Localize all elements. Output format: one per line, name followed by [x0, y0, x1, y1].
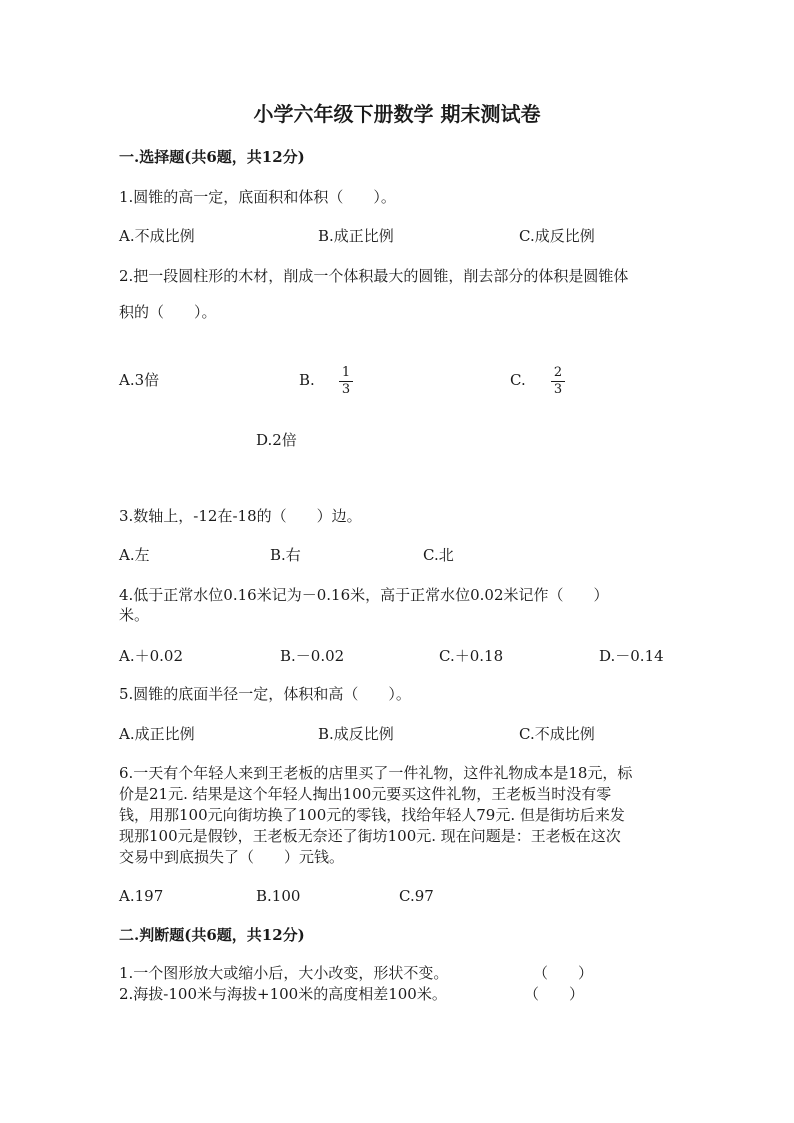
- question-5-option-b: B.成反比例: [318, 725, 394, 743]
- question-5-option-c: C.不成比例: [519, 725, 595, 743]
- question-2-fraction-b: [339, 366, 353, 397]
- question-4-text-line2: 米。: [119, 606, 150, 624]
- question-2-option-c: C.: [510, 371, 526, 389]
- question-2-option-b: B.: [299, 371, 315, 389]
- question-3-option-a: A.左: [119, 546, 150, 564]
- question-1-option-b: B.成正比例: [318, 227, 394, 245]
- question-5-option-a: A.成正比例: [119, 725, 195, 743]
- question-5-text: 5.圆锥的底面半径一定，体积和高（ ）。: [119, 685, 411, 703]
- question-6-option-b: B.100: [256, 887, 301, 905]
- question-4-text-line1: 4.低于正常水位0.16米记为－0.16米，高于正常水位0.02米记作（ ）: [119, 586, 609, 604]
- question-6-text-line2: 价是21元. 结果是这个年轻人掏出100元要买这件礼物，王老板当时没有零: [119, 785, 612, 803]
- question-6-text-line5: 交易中到底损失了（ ）元钱。: [119, 848, 345, 866]
- fraction-numerator: 2: [553, 365, 563, 380]
- question-2-option-a: A.3倍: [119, 371, 160, 389]
- section-heading-judgement: 二.判断题(共6题，共12分): [119, 926, 305, 944]
- judgement-1-blank: （ ）: [533, 964, 594, 982]
- judgement-2-blank: （ ）: [524, 985, 585, 1003]
- question-4-option-a: A.＋0.02: [119, 647, 183, 665]
- question-2-option-d: D.2倍: [256, 431, 297, 449]
- question-2-fraction-c: [551, 366, 565, 397]
- question-6-text-line4: 现那100元是假钞，王老板无奈还了街坊100元. 现在问题是：王老板在这次: [119, 827, 621, 845]
- question-4-option-c: C.＋0.18: [439, 647, 504, 665]
- fraction-numerator: 1: [341, 365, 351, 380]
- question-2-text-line2: 积的（ ）。: [119, 303, 217, 321]
- question-2-text-line1: 2.把一段圆柱形的木材，削成一个体积最大的圆锥，削去部分的体积是圆锥体: [119, 267, 629, 285]
- judgement-1-text: 1.一个图形放大或缩小后，大小改变，形状不变。: [119, 964, 449, 982]
- question-6-option-c: C.97: [399, 887, 434, 905]
- judgement-2-text: 2.海拔-100米与海拔+100米的高度相差100米。: [119, 985, 447, 1003]
- section-heading-choice: 一.选择题(共6题，共12分): [119, 148, 305, 166]
- question-1-option-c: C.成反比例: [519, 227, 595, 245]
- question-3-option-c: C.北: [423, 546, 454, 564]
- question-3-text: 3.数轴上，-12在-18的（ ）边。: [119, 507, 362, 525]
- question-1-option-a: A.不成比例: [119, 227, 195, 245]
- fraction-denominator: 3: [341, 382, 351, 397]
- question-4-option-d: D.－0.14: [599, 647, 664, 665]
- question-4-option-b: B.－0.02: [280, 647, 345, 665]
- question-6-text-line3: 钱，用那100元向街坊换了100元的零钱，找给年轻人79元. 但是街坊后来发: [119, 806, 625, 824]
- question-6-text-line1: 6.一天有个年轻人来到王老板的店里买了一件礼物，这件礼物成本是18元，标: [119, 764, 633, 782]
- question-3-option-b: B.右: [270, 546, 301, 564]
- question-1-text: 1.圆锥的高一定，底面积和体积（ ）。: [119, 188, 396, 206]
- page-title: 小学六年级下册数学 期末测试卷: [253, 102, 541, 126]
- question-6-option-a: A.197: [119, 887, 164, 905]
- fraction-denominator: 3: [553, 382, 563, 397]
